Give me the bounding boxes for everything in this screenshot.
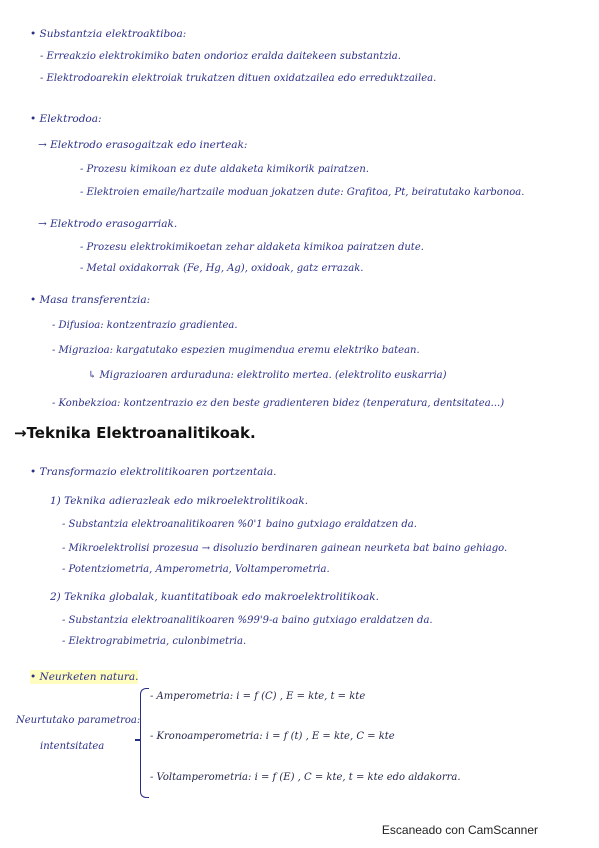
masa-item-migrazioa: - Migrazioa: kargatutako espezien mugimendua eremu elektriko batean.	[52, 345, 420, 356]
substantzia-heading: • Substantzia elektroaktiboa:	[30, 28, 187, 40]
group2-item-2: - Elektrograbimetria, culonbimetria.	[62, 636, 247, 647]
group1-heading: 1) Teknika adierazleak edo mikroelektrolitikoak.	[50, 495, 309, 507]
masa-item-konbekzioa: - Konbekzioa: kontzentrazio ez den beste gradienteren bidez (tenperatura, dentsitatea...)	[52, 398, 505, 409]
erasogarriak-item-2: - Metal oxidakorrak (Fe, Hg, Ag), oxidoak, gatz errazak.	[80, 263, 364, 274]
amperometria-item: - Amperometria: i = f (C) , E = kte, t = kte	[150, 691, 366, 702]
group1-item-2: - Mikroelektrolisi prozesua → disoluzio berdinaren gainean neurketa bat baino gehiago.	[62, 543, 508, 554]
camscanner-watermark: Escaneado con CamScanner	[381, 823, 538, 837]
erasogarriak-item-1: - Prozesu elektrokimikoetan zehar aldaketa kimikoa pairatzen dute.	[80, 242, 424, 253]
erasogarriak-heading: → Elektrodo erasogarriak.	[38, 218, 178, 230]
inerteak-item-2: - Elektroien emaile/hartzaile moduan jokatzen dute: Grafitoa, Pt, beiratutako karbonoa.	[80, 187, 525, 198]
kronoamperometria-item: - Kronoamperometria: i = f (t) , E = kte, C = kte	[150, 731, 395, 742]
intentsitatea-label: intentsitatea	[40, 741, 105, 752]
masa-item-migrazio-note: ↳ Migrazioaren arduraduna: elektrolito mertea. (elektrolito euskarria)	[88, 370, 447, 381]
group1-item-3: - Potentziometria, Amperometria, Voltamperometria.	[62, 564, 330, 575]
masa-heading: • Masa transferentzia:	[30, 294, 151, 306]
elektrodoa-heading: • Elektrodoa:	[30, 113, 102, 125]
group1-item-1: - Substantzia elektroanalitikoaren %0'1 baino gutxiago eraldatzen da.	[62, 519, 417, 530]
group2-heading: 2) Teknika globalak, kuantitatiboak edo makroelektrolitikoak.	[50, 591, 379, 603]
transformazio-heading: • Transformazio elektrolitikoaren portzentaia.	[30, 466, 277, 478]
curly-brace	[140, 688, 149, 798]
voltamperometria-item: - Voltamperometria: i = f (E) , C = kte, t = kte edo aldakorra.	[150, 772, 461, 783]
group2-item-1: - Substantzia elektroanalitikoaren %99'9-a baino gutxiago eraldatzen da.	[62, 615, 433, 626]
masa-item-difusioa: - Difusioa: kontzentrazio gradientea.	[52, 320, 238, 331]
neurketen-heading: • Neurketen natura.	[30, 671, 139, 683]
neurtutako-parametroa-label: Neurtutako parametroa:	[16, 715, 141, 726]
page-title: →Teknika Elektroanalitikoak.	[14, 424, 256, 442]
substantzia-item-1: - Erreakzio elektrokimiko baten ondorioz eralda daitekeen substantzia.	[40, 51, 401, 62]
substantzia-item-2: - Elektrodoarekin elektroiak trukatzen dituen oxidatzailea edo erreduktzailea.	[40, 73, 437, 84]
inerteak-item-1: - Prozesu kimikoan ez dute aldaketa kimikorik pairatzen.	[80, 164, 369, 175]
inerteak-heading: → Elektrodo erasogaitzak edo inerteak:	[38, 139, 248, 151]
